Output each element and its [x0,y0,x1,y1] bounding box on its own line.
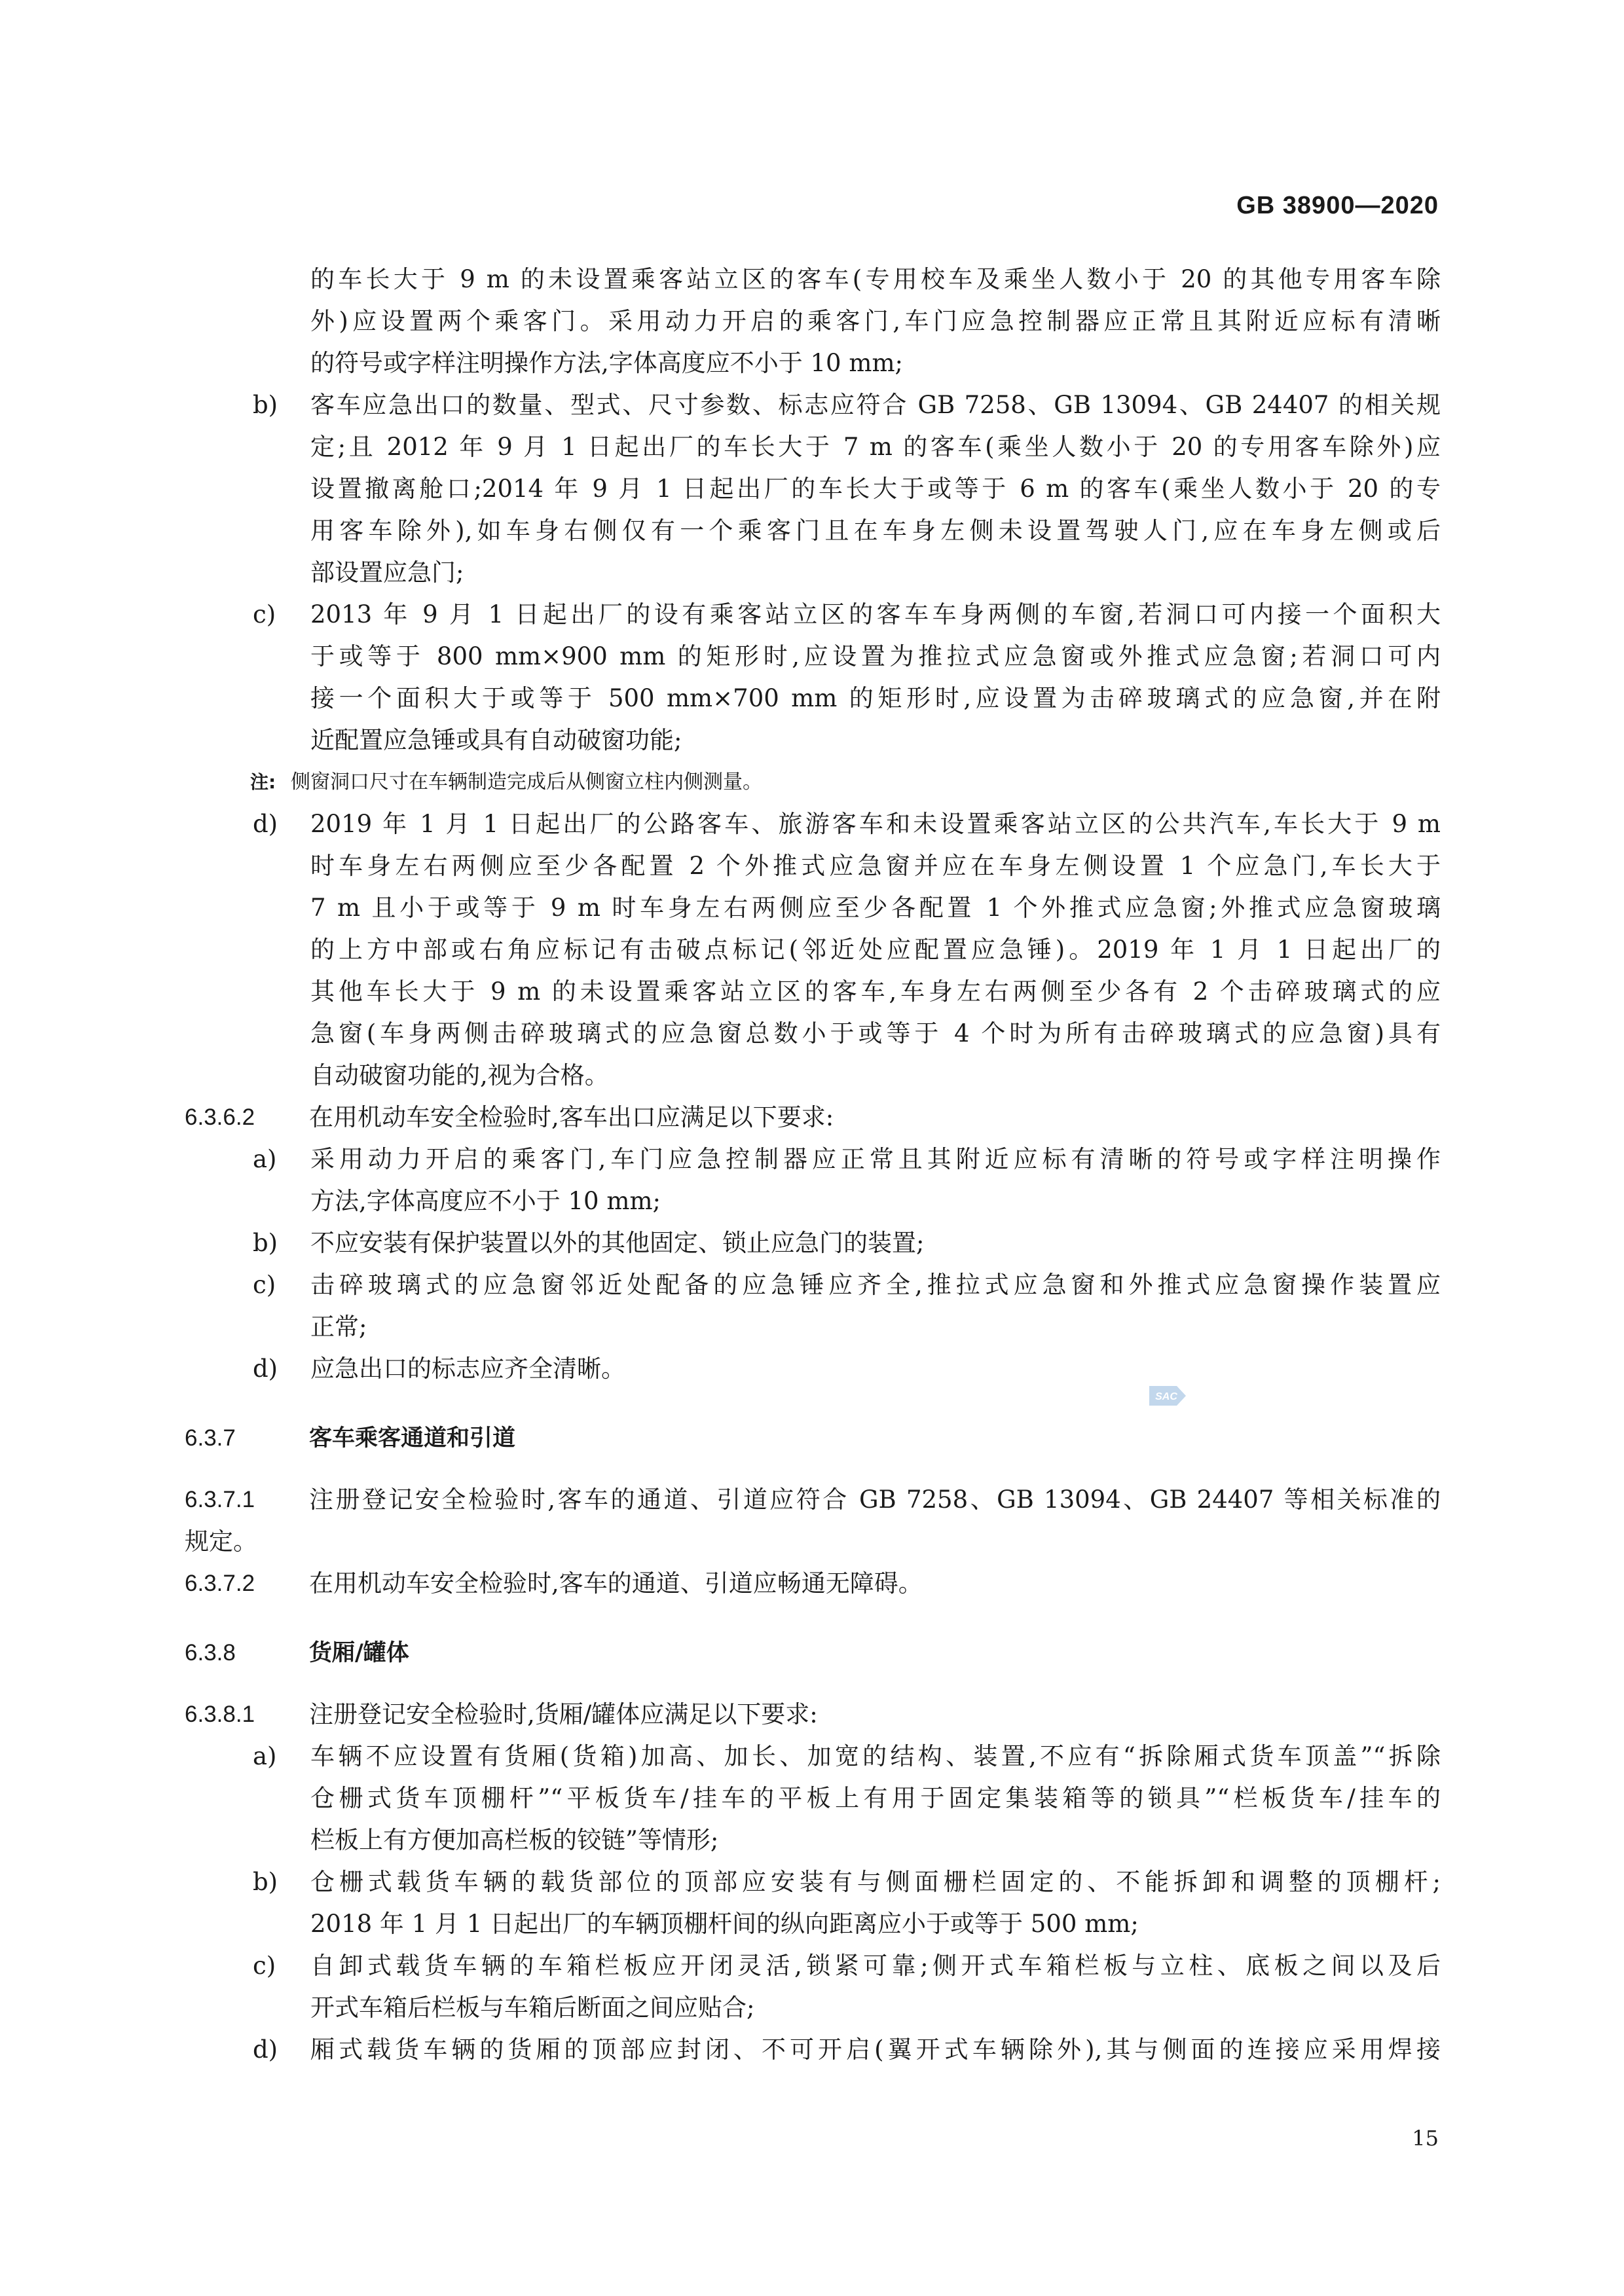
list-item-b: b) 仓栅式载货车辆的载货部位的顶部应安装有与侧面栅栏固定的、不能拆卸和调整的顶棚杆; [185,1861,1441,1903]
text-line: 外)应设置两个乘客门。采用动力开启的乘客门,车门应急控制器应正常且其附近应标有清晰 [310,307,1441,335]
clause-6-3-7-1: 6.3.7.1 注册登记安全检验时,客车的通道、引道应符合 GB 7258、GB 13094、GB 24407 等相关标准的 [185,1479,1441,1521]
clause-6-3-7-2: 6.3.7.2 在用机动车安全检验时,客车的通道、引道应畅通无障碍。 [185,1563,1441,1605]
note [185,761,1441,803]
text-line: 规定。 [185,1527,257,1556]
text-line: 方法,字体高度应不小于 10 mm; [310,1187,661,1215]
list-item-b: b) 客车应急出口的数量、型式、尺寸参数、标志应符合 GB 7258、GB 13094、GB 24407 的相关规 [185,384,1441,426]
list-item-b: b) 不应安装有保护装置以外的其他固定、锁止应急门的装置; [185,1222,1441,1264]
text-line: 其他车长大于 9 m 的未设置乘客站立区的客车,车身左右两侧至少各有 2 个击碎玻璃式的应 [310,977,1441,1006]
list-item-d: d) 应急出口的标志应齐全清晰。 [185,1348,1441,1390]
text-line: 急窗(车身两侧击碎玻璃式的应急窗总数小于或等于 4 个时为所有击碎玻璃式的应急窗)具有 [310,1019,1441,1048]
item-label: c) [253,1271,276,1299]
text-line: 7 m 且小于或等于 9 m 时车身左右两侧应至少各配置 1 个外推式应急窗;外推式应急窗玻璃 [310,894,1441,922]
standard-code: GB 38900—2020 [1236,192,1439,219]
text-line: 仓栅式货车顶棚杆”“平板货车/挂车的平板上有用于固定集装箱等的锁具”“栏板货车/挂车的 [310,1784,1441,1812]
list-item-a: a) 车辆不应设置有货厢(货箱)加高、加长、加宽的结构、装置,不应有“拆除厢式货车顶盖”“拆除 [185,1736,1441,1777]
clause-number: 6.3.7.2 [185,1571,255,1596]
item-label: a) [253,1145,277,1173]
text-line: 定;且 2012 年 9 月 1 日起出厂的车长大于 7 m 的客车(乘坐人数小于 20 的专用客车除外)应 [310,433,1441,461]
list-item-d: d) 2019 年 1 月 1 日起出厂的公路客车、旅游客车和未设置乘客站立区的公共汽车,车长大于 9 m [185,803,1441,845]
text-line: 开式车箱后栏板与车箱后断面之间应贴合; [310,1994,755,2022]
text-line: 时车身左右两侧应至少各配置 2 个外推式应急窗并应在车身左侧设置 1 个应急门,车长大于 [310,852,1441,880]
clause-number: 6.3.7.1 [185,1487,255,1512]
list-item-c: c) 2013 年 9 月 1 日起出厂的设有乘客站立区的客车车身两侧的车窗,若洞口可内接一个面积大 [185,594,1441,636]
text-line: 于或等于 800 mm×900 mm 的矩形时,应设置为推拉式应急窗或外推式应急窗;若洞口可内 [310,642,1441,670]
section-heading-6-3-7 [185,1417,1441,1459]
clause-number: 6.3.8.1 [185,1702,255,1727]
clause-number: 6.3.6.2 [185,1104,255,1130]
text-line: 正常; [310,1313,367,1341]
text-line: 接一个面积大于或等于 500 mm×700 mm 的矩形时,应设置为击碎玻璃式的应急窗,并在附 [310,684,1441,712]
note-label: 注: [250,771,276,793]
section-title: 货厢/罐体 [309,1640,409,1666]
text-line: 的符号或字样注明操作方法,字体高度应不小于 10 mm; [310,349,903,377]
clause-number: 6.3.7 [185,1425,236,1451]
text-line: 自动破窗功能的,视为合格。 [310,1061,609,1089]
item-label: d) [253,810,278,838]
list-item-d: d) 厢式载货车辆的货厢的顶部应封闭、不可开启(翼开式车辆除外),其与侧面的连接应采用焊接 [185,2029,1441,2071]
clause-6-3-6-2: 6.3.6.2 在用机动车安全检验时,客车出口应满足以下要求: [185,1097,1441,1139]
list-item-c: c) 击碎玻璃式的应急窗邻近处配备的应急锤应齐全,推拉式应急窗和外推式应急窗操作装置应 [185,1264,1441,1306]
list-item-c: c) 自卸式载货车辆的车箱栏板应开闭灵活,锁紧可靠;侧开式车箱栏板与立柱、底板之间以及后 [185,1945,1441,1987]
text-line: 用客车除外),如车身右侧仅有一个乘客门且在车身左侧未设置驾驶人门,应在车身左侧或后 [310,517,1441,545]
page-number: 15 [1412,2126,1439,2151]
list-item-a: a) 采用动力开启的乘客门,车门应急控制器应正常且其附近应标有清晰的符号或字样注明操作 [185,1139,1441,1180]
item-label: d) [253,2035,278,2064]
document-body [185,259,1441,2071]
item-label: d) [253,1355,278,1383]
text-line: 部设置应急门; [310,558,464,587]
item-label: b) [253,1868,278,1896]
text-line: 2018 年 1 月 1 日起出厂的车辆顶棚杆间的纵向距离应小于或等于 500 mm; [310,1910,1139,1938]
text-line: 近配置应急锤或具有自动破窗功能; [310,726,682,754]
clause-6-3-8-1: 6.3.8.1 注册登记安全检验时,货厢/罐体应满足以下要求: [185,1694,1441,1736]
text-line: 的车长大于 9 m 的未设置乘客站立区的客车(专用校车及乘坐人数小于 20 的其他专用客车除 [310,265,1441,293]
item-label: b) [253,1229,278,1257]
section-heading-6-3-8 [185,1632,1441,1674]
watermark-text: SAC [1155,1391,1177,1402]
note-text: 侧窗洞口尺寸在车辆制造完成后从侧窗立柱内侧测量。 [291,771,762,793]
sac-watermark-logo [1147,1379,1189,1412]
item-label: b) [253,391,278,419]
text-line: 设置撤离舱口;2014 年 9 月 1 日起出厂的车长大于或等于 6 m 的客车(乘坐人数小于 20 的专 [310,475,1441,503]
clause-number: 6.3.8 [185,1640,236,1666]
text-line: 栏板上有方便加高栏板的铰链”等情形; [310,1826,719,1854]
item-label: c) [253,1952,276,1980]
section-title: 客车乘客通道和引道 [309,1425,516,1451]
text-line: 的上方中部或右角应标记有击破点标记(邻近处应配置应急锤)。2019 年 1 月 1 日起出厂的 [310,936,1441,964]
item-label: a) [253,1742,277,1770]
item-label: c) [253,600,276,629]
